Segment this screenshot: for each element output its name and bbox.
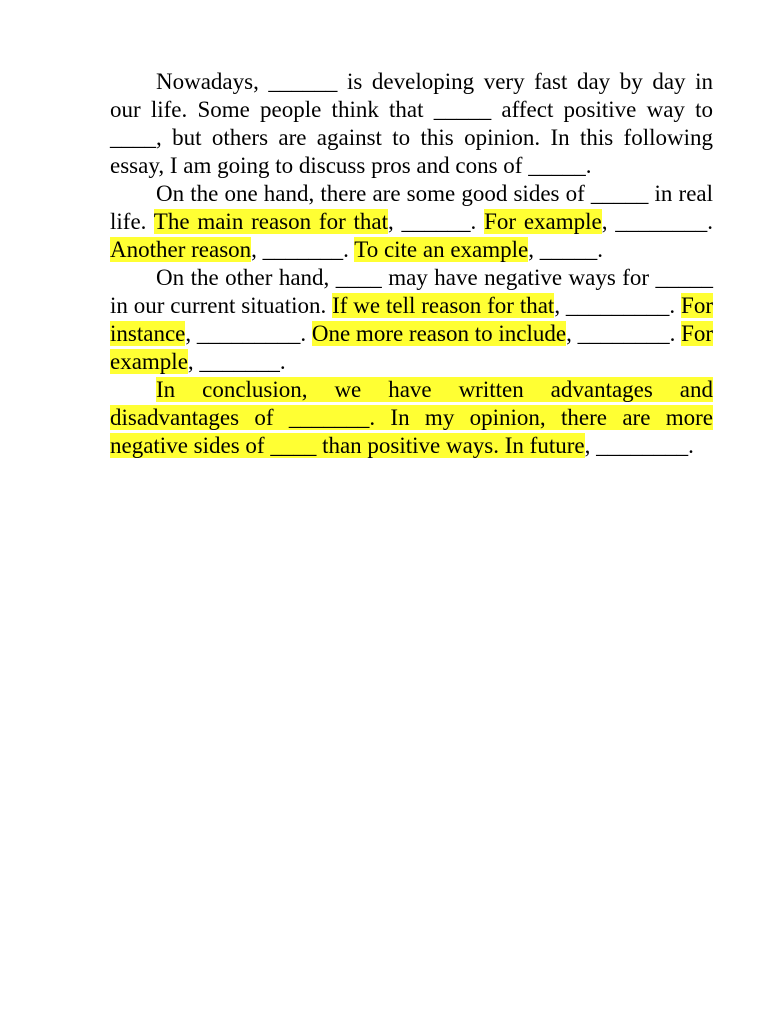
advantages-text-2: , ______. xyxy=(388,209,485,234)
document-page xyxy=(110,68,713,460)
highlight-one-more-reason: One more reason to include xyxy=(311,321,567,346)
advantages-text-5: , _____. xyxy=(528,237,604,262)
highlight-to-cite-example: To cite an example xyxy=(354,237,529,262)
highlight-for-instance: For instance xyxy=(110,293,713,346)
highlight-main-reason: The main reason for that xyxy=(153,209,389,234)
highlight-reason-for-that: If we tell reason for that xyxy=(332,293,555,318)
highlight-for-example-2: For example xyxy=(110,321,714,374)
conclusion-paragraph xyxy=(110,376,713,460)
conclusion-text-end: , ________. xyxy=(584,433,694,458)
disadvantages-text-4: , ________. xyxy=(566,321,682,346)
advantages-paragraph xyxy=(110,180,713,264)
advantages-text-4: , _______. xyxy=(251,237,355,262)
advantages-text-1: On the one hand, there are some good sides of _____ in real life. xyxy=(110,181,713,234)
disadvantages-paragraph xyxy=(110,264,713,376)
disadvantages-text-2: , _________. xyxy=(554,293,682,318)
highlight-conclusion: In conclusion, we have written advantages and disadvantages of _______. In my opinion, there are more negative sides of ____ than positive ways. In future xyxy=(110,377,713,458)
disadvantages-text-5: , _______. xyxy=(187,349,286,374)
intro-text: Nowadays, ______ is developing very fast day by day in our life. Some people think that _____ affect positive way to ____, but others are against to this opinion. In this following essay, I am going to discuss pros and cons of _____. xyxy=(110,69,713,178)
advantages-text-3: , ________. xyxy=(601,209,714,234)
intro-paragraph xyxy=(110,68,713,180)
disadvantages-text-1: On the other hand, ____ may have negative ways for _____ in our current situation. xyxy=(110,265,713,318)
highlight-for-example: For example xyxy=(484,209,602,234)
highlight-another-reason: Another reason xyxy=(110,237,252,262)
disadvantages-text-3: , _________. xyxy=(185,321,312,346)
